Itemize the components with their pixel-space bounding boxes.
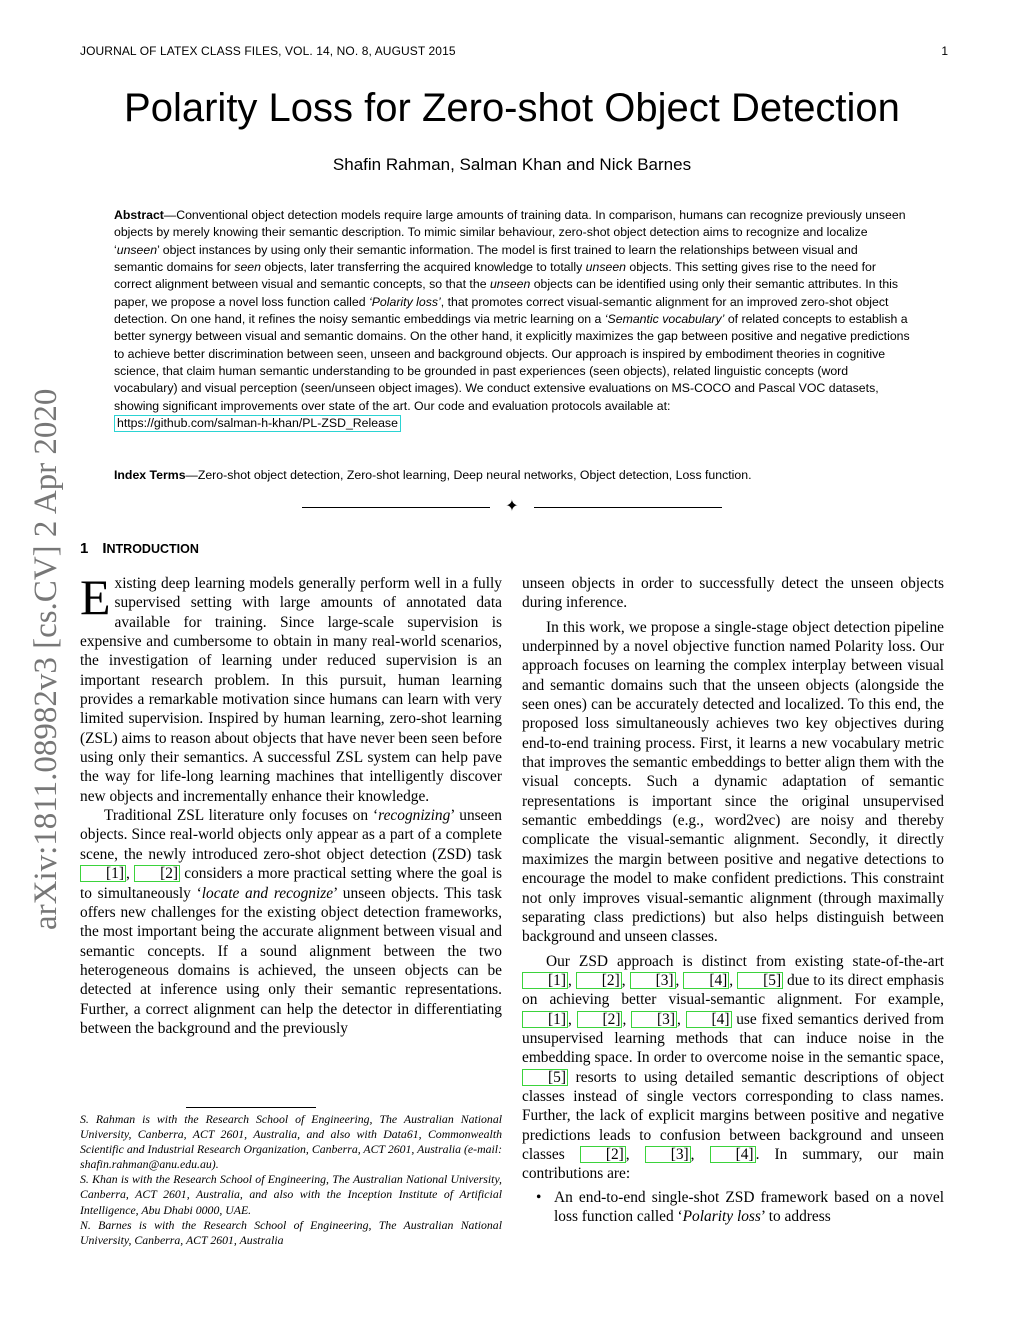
arxiv-stamp: arXiv:1811.08982v3 [cs.CV] 2 Apr 2020 [28,388,64,930]
emphasis: recognizing [378,807,451,825]
citation-link[interactable]: [2] [134,865,180,882]
abstract-emphasis: unseen [585,260,626,275]
citation-link[interactable]: [4] [683,972,729,989]
divider-rule-right [534,507,722,508]
paragraph-text: , [690,1145,710,1163]
index-terms-text: —Zero-shot object detection, Zero-shot learning, Deep neural networks, Object detection, Loss function. [185,468,752,482]
page-number: 1 [941,44,948,58]
footnote-rule [186,1107,316,1108]
list-item [522,1188,944,1227]
paragraph-text: , [622,1010,632,1028]
section-divider [302,498,722,515]
right-column [522,574,944,1226]
abstract-label: Abstract [114,208,164,222]
intro-paragraph [522,952,944,1184]
divider-star-icon: ✦ [505,498,519,515]
abstract-text: objects can be identified using only their semantic attributes. In this paper, we propose a novel loss function called [114,277,899,309]
contributions-list [522,1188,944,1227]
paragraph-text: , [675,971,684,989]
section-number: 1 [80,540,89,557]
citation-link[interactable]: [1] [80,865,126,882]
abstract [114,207,910,432]
paragraph-text: , [567,1010,577,1028]
paragraph-text: , [621,971,630,989]
citation-link[interactable]: [3] [645,1146,691,1163]
paragraph-text: ’ unseen objects. Since real-world objects only appear as a part of a complete scene, the newly introduced zero-shot object detection (ZSD) task [80,807,502,863]
list-item-text: ’ to address [760,1208,831,1225]
paragraph-text: due to its direct emphasis on achieving better visual-semantic alignment. For example, [522,971,944,1009]
paragraph-text: , [729,971,738,989]
index-terms [114,468,910,482]
section-heading [80,540,199,557]
drop-cap: E [80,569,111,625]
paragraph-text: . In summary, our main contributions are: [522,1145,944,1183]
citation-link[interactable]: [5] [737,972,783,989]
abstract-emphasis: ‘Polarity loss’ [368,294,441,309]
paper-title: Polarity Loss for Zero-shot Object Detection [124,86,900,130]
authors: Shafin Rahman, Salman Khan and Nick Barnes [332,155,692,174]
paragraph-text: , [676,1010,686,1028]
paragraph-text: , [625,1145,645,1163]
paragraph-text: , [125,865,135,883]
index-terms-label: Index Terms [114,468,186,482]
paragraph-text: Our ZSD approach is distinct from existing state-of-the-art [546,952,944,970]
abstract-text: objects, later transferring the acquired knowledge to totally [260,260,586,275]
abstract-emphasis: unseen [116,242,158,257]
paragraph-text: ’ unseen objects. This task offers new challenges for the existing object detection frameworks, the most important being the accurate alignment between visual and semantic concepts. If a sound alignment between the two heterogeneous domains is achieved, the unseen objects can be detected at inference using only their semantic representations. Further, a correct alignment can help the detector in differentiating between the background and the previously [80,884,502,1037]
bullet-icon: • [536,1188,542,1206]
citation-link[interactable]: [2] [577,1011,623,1028]
paragraph-text: use fixed semantics derived from unsupervised learning methods that can induce noise in the embedding space. In order to overcome noise in the semantic space, [522,1010,944,1067]
citation-link[interactable]: [4] [710,1146,756,1163]
list-item-text: An end-to-end single-shot ZSD framework based on a novel loss function called ‘ [554,1188,944,1225]
abstract-text: , that promotes correct visual-semantic alignment for an improved zero-shot object detection. On one hand, it refines the noisy semantic embeddings via metric learning on a [114,294,889,327]
abstract-emphasis: unseen [489,277,531,292]
footnote-affiliation: N. Barnes is with the Research School of Engineering, The Australian National University, Canberra, ACT 2601, Australia [80,1217,502,1247]
emphasis: locate and recognize [201,884,334,902]
citation-link[interactable]: [5] [522,1069,568,1086]
footnotes [80,1112,502,1248]
intro-paragraph [80,806,502,1038]
divider-rule-left [302,507,490,508]
intro-paragraph [80,569,502,806]
citation-link[interactable]: [2] [580,1146,626,1163]
footnote-affiliation: S. Khan is with the Research School of Engineering, The Australian National University, Canberra, ACT 2601, Australia, and also with the Inception Institute of Artificial Intelligence, Abu Dhabi 0000, UAE. [80,1172,502,1217]
running-header: JOURNAL OF LATEX CLASS FILES, VOL. 14, NO. 8, AUGUST 2015 [80,44,456,58]
emphasis: Polarity loss [682,1208,761,1225]
citation-link[interactable]: [1] [522,1011,568,1028]
paragraph-text: , [567,971,576,989]
citation-link[interactable]: [1] [522,972,568,989]
abstract-text: objects. This setting gives rise to the need for correct alignment between visual and semantic concepts, so that the [114,260,876,292]
paragraph-text: considers a more practical setting where the goal is to simultaneously ‘ [80,865,503,902]
code-link[interactable]: https://github.com/salman-h-khan/PL-ZSD_Release [114,415,401,432]
citation-link[interactable]: [3] [631,1011,677,1028]
citation-link[interactable]: [3] [630,972,676,989]
intro-paragraph: In this work, we propose a single-stage object detection pipeline underpinned by a novel objective function named Polarity loss. Our approach focuses on learning the complex interplay between visual and semantic domains such that the unseen objects (alongside the seen ones) can be accurately detected and localized. To this end, the proposed loss simultaneously achieves two key objectives during end-to-end training process. First, it learns a new vocabulary metric that improves the semantic embeddings to better align them with the visual concepts. Such a dynamic adaptation of semantic representations is important since the original unsupervised semantic embeddings (e.g., word2vec) are noisy and thereby complicate the visual-semantic alignment. Secondly, it directly maximizes the margin between positive and negative detections to encourage the model to make confident predictions. This constraint not only improves visual-semantic alignment (through maximally separating class predictions) but also helps distinguish between background and unseen classes. [522,618,944,946]
left-column [80,569,503,1038]
intro-paragraph: unseen objects in order to successfully detect the unseen objects during inference. [522,575,944,612]
section-title-rest: NTRODUCTION [106,542,199,556]
citation-link[interactable]: [4] [686,1011,732,1028]
abstract-emphasis: seen [234,260,261,275]
abstract-text: —Conventional object detection models require large amounts of training data. In comparison, humans can recognize previously unseen objects by merely knowing their semantic description. To mimic similar behaviour, zero-shot object detection aims to recognize and localize ‘ [114,208,906,257]
abstract-text: of related concepts to establish a better synergy between visual and semantic domains. On the other hand, it explicitly maximizes the gap between positive and negative predictions to achieve better discrimination between seen, unseen and background objects. Our approach is inspired by embodiment theories in cognitive science, that claim human semantic understanding to be grounded in past experiences (seen objects), related linguistic concepts (word vocabulary) and visual perception (seen/unseen object images). We conduct extensive evaluations on MS-COCO and Pascal VOC datasets, showing significant improvements over state of the art. Our code and evaluation protocols available at: [114,312,910,413]
citation-link[interactable]: [2] [576,972,622,989]
paragraph-text: Traditional ZSL literature only focuses on ‘ [104,807,379,825]
abstract-text: ’ object instances by using only their semantic information. The model is first trained to learn the relationships between visual and semantic domains for [114,242,858,275]
abstract-emphasis: ‘Semantic vocabulary’ [604,312,725,327]
section-title-initial: I [102,540,107,557]
paragraph-text: xisting deep learning models generally perform well in a fully supervised setting with large amounts of annotated data available for training. Since large-scale supervision is expensive and cumbersome to obtain in many real-world scenarios, the investigation of learning under reduced supervision is an important research problem. In this pursuit, human learning provides a remarkable motivation since humans can learn with very limited supervision. Inspired by human learning, zero-shot learning (ZSL) aims to reason about objects that have never been seen before using only their semantics. A successful ZSL system can help pave the way for life-long learning machines that intelligently discover new objects and incrementally enhance their knowledge. [80,575,502,805]
footnote-affiliation: S. Rahman is with the Research School of Engineering, The Australian National University, Canberra, ACT 2601, Australia, and also with Data61, Commonwealth Scientific and Industrial Research Organization, Canberra, ACT 2601, Australia (e-mail: shafin.rahman@anu.edu.au). [80,1112,502,1172]
paragraph-text: resorts to using detailed semantic descriptions of object classes instead of single vectors corresponding to class names. Further, the lack of explicit margins between positive and negative predictions leads to confusion between background and unseen classes [522,1068,944,1163]
